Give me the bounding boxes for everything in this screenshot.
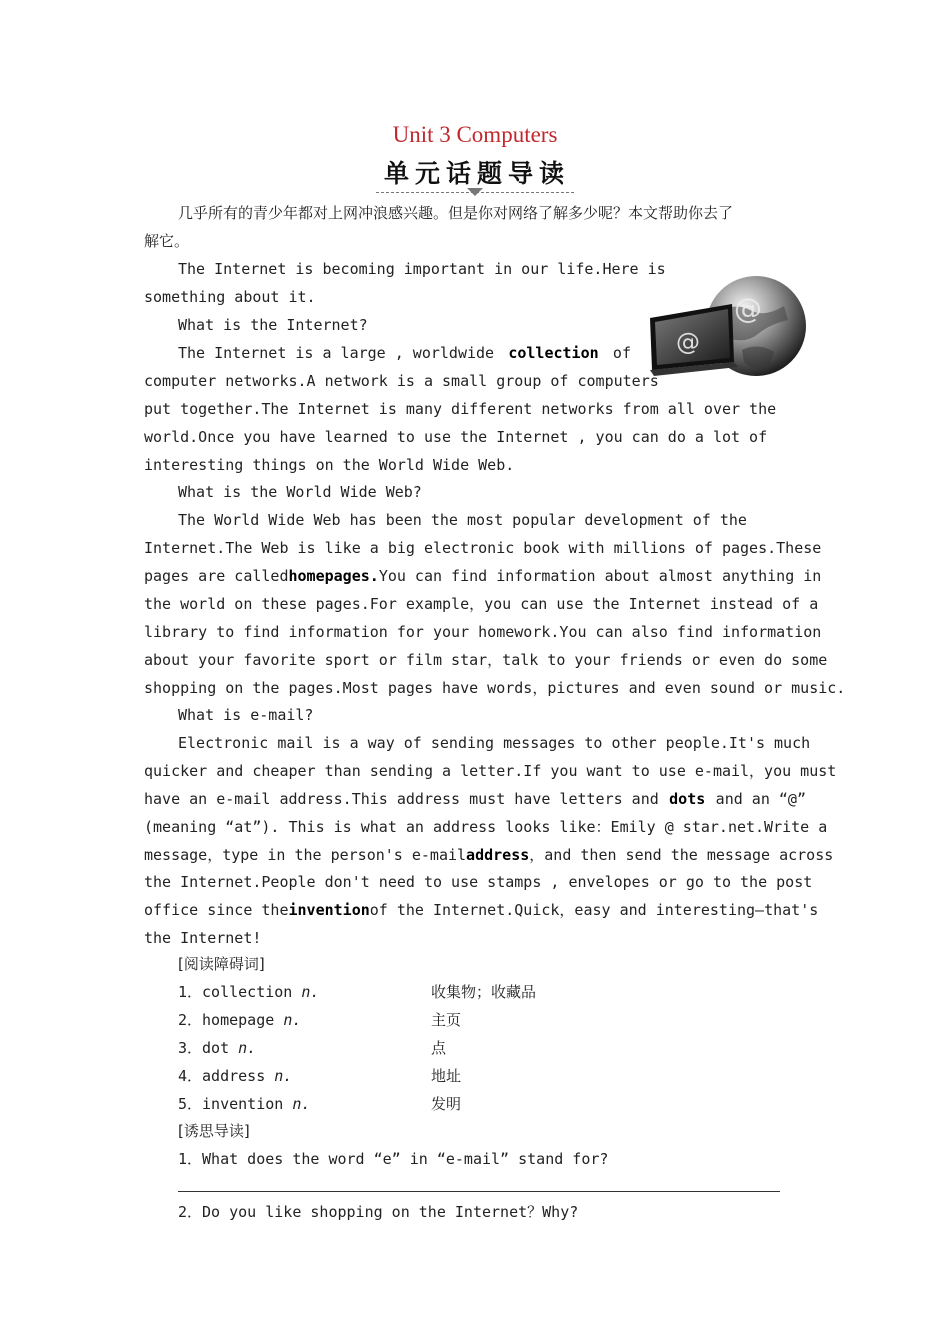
internet-globe-monitor-image	[646, 272, 808, 380]
passage-line: quicker and cheaper than sending a letter.If you want to use e-mail，you must	[144, 762, 837, 780]
passage-text: office since the	[144, 901, 289, 919]
passage-line: the world on these pages.For example，you can use the Internet instead of a	[144, 595, 819, 613]
vocab-meaning: 发明	[431, 1095, 462, 1113]
vocab-pos: n.	[238, 1039, 257, 1057]
keyword-homepages: homepages.	[288, 567, 379, 585]
intro-line-2: 解它。	[144, 232, 190, 250]
vocab-word: dot	[202, 1039, 230, 1057]
passage-line: (meaning “at”). This is what an address looks like：Emily @ star.net.Write a	[144, 818, 828, 836]
keyword-address: address	[466, 846, 530, 864]
vocab-item	[178, 1010, 301, 1030]
passage-text: of the Internet.Quick，easy and interesting—that's	[369, 901, 819, 919]
vocab-number: 2．	[178, 1011, 203, 1029]
passage-line: computer networks.A network is a small group of computers	[144, 372, 659, 390]
passage-line: the Internet.People don't need to use stamps , envelopes or go to the post	[144, 873, 813, 891]
passage-line: the Internet!	[144, 929, 262, 947]
vocab-pos: n.	[292, 1095, 311, 1113]
vocab-number: 3．	[178, 1039, 203, 1057]
passage-line: something about it.	[144, 288, 316, 306]
question-1: 1．What does the word “e” in “e-mail” stand for?	[178, 1150, 609, 1168]
passage-text: ，and then send the message across	[529, 846, 834, 864]
vocab-word: collection	[202, 983, 293, 1001]
passage-line	[144, 789, 806, 809]
passage-line: shopping on the pages.Most pages have words，pictures and even sound or music.	[144, 679, 846, 697]
vocab-meaning: 主页	[431, 1011, 462, 1029]
passage-line: world.Once you have learned to use the Internet , you can do a lot of	[144, 428, 768, 446]
passage-text: You can find information about almost anything in	[378, 567, 822, 585]
answer-line	[178, 1191, 780, 1192]
vocab-word: invention	[202, 1095, 284, 1113]
vocab-number: 5．	[178, 1095, 203, 1113]
passage-line	[144, 900, 819, 920]
vocab-pos: n.	[283, 1011, 302, 1029]
passage-line: library to find information for your homework.You can also find information	[144, 623, 822, 641]
subheading-what-is-www: What is the World Wide Web?	[178, 483, 422, 501]
passage-line: put together.The Internet is many different networks from all over the	[144, 400, 777, 418]
questions-heading: [诱思导读]	[178, 1122, 250, 1140]
passage-text: have an e-mail address.This address must have letters and	[144, 790, 659, 808]
vocab-item	[178, 1066, 292, 1086]
vocab-item	[178, 1094, 310, 1114]
subheading-what-is-internet: What is the Internet?	[178, 316, 368, 334]
subheading-what-is-email: What is e-mail?	[178, 706, 314, 724]
vocab-number: 4．	[178, 1067, 203, 1085]
passage-line: Electronic mail is a way of sending messages to other people.It's much	[178, 734, 811, 752]
passage-text: pages are called	[144, 567, 289, 585]
vocab-meaning: 点	[431, 1039, 447, 1057]
intro-line-1: 几乎所有的青少年都对上网冲浪感兴趣。但是你对网络了解多少呢？本文帮助你去了	[178, 204, 734, 222]
title-arrow-icon	[467, 188, 483, 196]
svg-text:@: @	[676, 328, 700, 356]
passage-text: message，type in the person's e-mail	[144, 846, 467, 864]
vocab-heading: [阅读障碍词]	[178, 955, 265, 973]
unit-title: Unit 3 Computers	[392, 122, 558, 147]
passage-line: Internet.The Web is like a big electronic book with millions of pages.These	[144, 539, 822, 557]
passage-line: about your favorite sport or film star，talk to your friends or even do some	[144, 651, 828, 669]
keyword-collection: collection	[508, 344, 599, 362]
vocab-pos: n.	[301, 983, 320, 1001]
vocab-number: 1．	[178, 983, 203, 1001]
passage-text: and an “@”	[715, 790, 806, 808]
passage-line: interesting things on the World Wide Web.	[144, 456, 515, 474]
vocab-word: address	[202, 1067, 266, 1085]
vocab-item	[178, 1038, 256, 1058]
keyword-dots: dots	[669, 790, 706, 808]
passage-text: of	[612, 344, 631, 362]
passage-line: The World Wide Web has been the most popular development of the	[178, 511, 747, 529]
section-title: 单元话题导读	[376, 154, 574, 193]
vocab-meaning: 收集物；收藏品	[431, 983, 537, 1001]
vocab-item	[178, 982, 319, 1002]
vocab-word: homepage	[202, 1011, 275, 1029]
passage-line	[144, 566, 822, 586]
vocab-meaning: 地址	[431, 1067, 462, 1085]
vocab-pos: n.	[274, 1067, 293, 1085]
svg-text:@: @	[734, 292, 762, 325]
passage-line: The Internet is becoming important in our life.Here is	[178, 260, 666, 278]
question-2: 2．Do you like shopping on the Internet？Why?	[178, 1203, 579, 1221]
passage-text: The Internet is a large , worldwide	[178, 344, 495, 362]
keyword-invention: invention	[288, 901, 370, 919]
passage-line	[178, 343, 631, 363]
passage-line	[144, 845, 834, 865]
